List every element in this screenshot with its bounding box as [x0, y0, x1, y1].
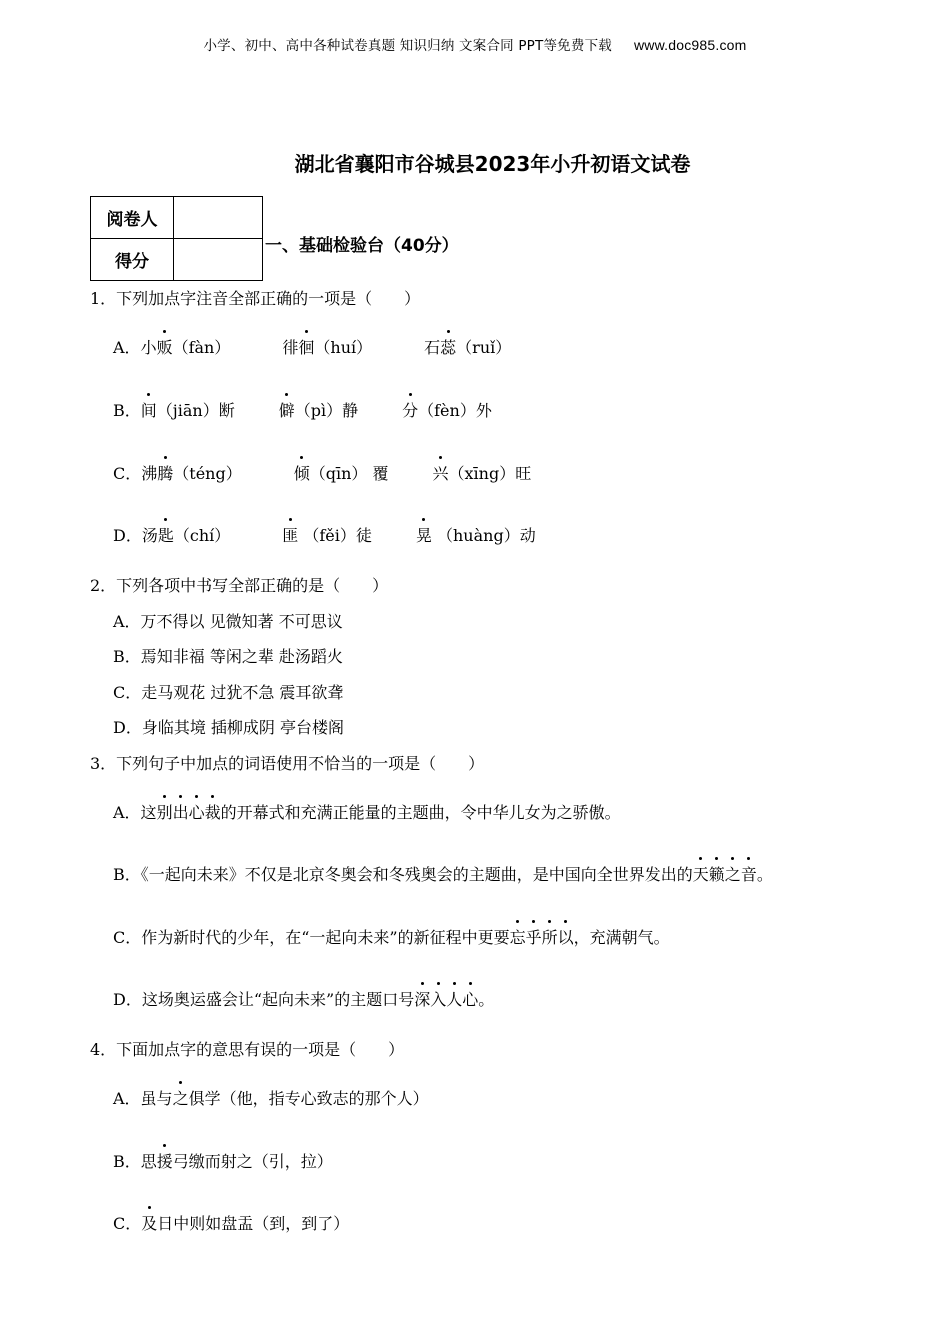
question-1-option-a: A．小贩（fàn） 徘徊（huí） 石蕊（ruǐ） [113, 335, 511, 358]
reviewer-label: 阅卷人 [91, 197, 174, 239]
emphasized-char: 音 [741, 862, 757, 885]
emphasized-char: 及 [141, 1211, 157, 1234]
question-3-option-c: C．作为新时代的少年，在“一起向未来”的新征程中更要忘乎所以，充满朝气。 [113, 925, 670, 948]
emphasized-char: 兴 [433, 461, 449, 484]
emphasized-char: 腾 [157, 461, 173, 484]
emphasized-char: 贩 [157, 335, 173, 358]
emphasized-char: 之 [725, 862, 741, 885]
emphasized-char: 心 [189, 800, 205, 823]
reviewer-cell [174, 197, 263, 239]
emphasized-char: 援 [157, 1149, 173, 1172]
page-header [0, 34, 950, 54]
question-1-option-d: D．汤匙（chí） 匪 （fěi）徒 晃 （huàng）动 [113, 523, 536, 546]
emphasized-char: 匪 [282, 523, 298, 546]
question-4-option-b: B．思援弓缴而射之（引，拉） [113, 1149, 333, 1172]
question-2-stem: 2．下列各项中书写全部正确的是（ ） [90, 576, 389, 595]
question-4-option-a: A．虽与之俱学（他，指专心致志的那个人） [113, 1086, 429, 1109]
emphasized-char: 人 [446, 987, 462, 1010]
question-4-option-c: C．及日中则如盘盂（到，到了） [113, 1211, 349, 1234]
question-2-option-d: D．身临其境 插柳成阴 亭台楼阁 [113, 718, 345, 737]
emphasized-char: 入 [430, 987, 446, 1010]
score-cell [174, 239, 263, 281]
emphasized-char: 之 [173, 1086, 189, 1109]
emphasized-char: 别 [157, 800, 173, 823]
emphasized-char: 以 [558, 925, 574, 948]
emphasized-char: 深 [414, 987, 430, 1010]
question-3-option-b: B．《一起向未来》不仅是北京冬奥会和冬残奥会的主题曲，是中国向全世界发出的天籁之音。 [113, 862, 773, 885]
score-label: 得分 [91, 239, 174, 281]
score-table [90, 196, 263, 281]
emphasized-char: 心 [462, 987, 478, 1010]
emphasized-char: 匙 [158, 523, 174, 546]
header-website[interactable]: www.doc985.com [633, 37, 747, 53]
emphasized-char: 间 [141, 398, 157, 421]
emphasized-char: 分 [402, 398, 418, 421]
emphasized-char: 所 [542, 925, 558, 948]
header-text: 小学、初中、高中各种试卷真题 知识归纳 文案合同 PPT等免费下载 [203, 38, 612, 54]
question-1-option-c: C．沸腾（téng） 倾（qīn） 覆 兴（xīng）旺 [113, 461, 531, 484]
question-2-option-c: C．走马观花 过犹不急 震耳欲聋 [113, 683, 344, 702]
question-3-option-d: D．这场奥运盛会让“起向未来”的主题口号深入人心。 [113, 987, 494, 1010]
emphasized-char: 蕊 [440, 335, 456, 358]
emphasized-char: 倾 [294, 461, 310, 484]
emphasized-char: 徊 [298, 335, 314, 358]
page-title: 湖北省襄阳市谷城县2023年小升初语文试卷 [294, 152, 691, 176]
emphasized-char: 出 [173, 800, 189, 823]
emphasized-char: 乎 [526, 925, 542, 948]
question-3-option-a: A．这别出心裁的开幕式和充满正能量的主题曲，令中华儿女为之骄傲。 [113, 800, 621, 823]
question-4-stem: 4．下面加点字的意思有误的一项是（ ） [90, 1040, 405, 1059]
emphasized-char: 籁 [709, 862, 725, 885]
emphasized-char: 僻 [279, 398, 295, 421]
section-heading: 一、基础检验台（40分） [265, 236, 459, 256]
question-2-option-b: B．焉知非福 等闲之辈 赴汤蹈火 [113, 647, 343, 666]
question-3-stem: 3．下列句子中加点的词语使用不恰当的一项是（ ） [90, 754, 485, 773]
emphasized-char: 忘 [510, 925, 526, 948]
question-2-option-a: A．万不得以 见微知著 不可思议 [113, 612, 343, 631]
question-1-option-b: B．间（jiān）断 僻（pì）静 分（fèn）外 [113, 398, 492, 421]
question-1-stem: 1．下列加点字注音全部正确的一项是（ ） [90, 289, 421, 308]
emphasized-char: 天 [693, 862, 709, 885]
emphasized-char: 裁 [205, 800, 221, 823]
emphasized-char: 晃 [416, 523, 432, 546]
